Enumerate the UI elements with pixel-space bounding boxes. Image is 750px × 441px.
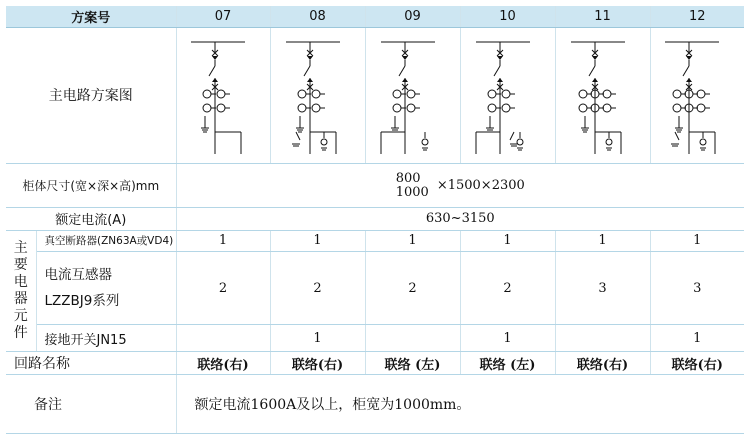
ct-icon: [298, 90, 306, 98]
breaker-row: [6, 230, 744, 251]
ct-row: [6, 251, 744, 324]
circuit-diagram-11: [563, 36, 643, 154]
earth-icon: [517, 148, 523, 150]
earth-value: 1: [460, 325, 555, 352]
header-row: [6, 6, 744, 27]
earth-icon: [581, 128, 589, 132]
earth-icon: [486, 128, 494, 132]
dimension-row: [6, 163, 744, 207]
plug-arrow-icon: [212, 56, 218, 60]
ct-icon: [312, 90, 320, 98]
ct-icon: [697, 104, 705, 112]
earth-value: 1: [650, 325, 744, 352]
circuit-diagram-12: [657, 36, 737, 154]
ct-icon: [579, 90, 587, 98]
ct-value: 3: [555, 251, 650, 324]
breaker-icon: [589, 66, 595, 76]
ct-icon: [579, 104, 587, 112]
diagram-cell: [176, 27, 270, 163]
breaker-value: 1: [270, 230, 365, 251]
ct-value: 2: [270, 251, 365, 324]
plug-arrow-icon: [402, 56, 408, 60]
plug-arrow-icon: [402, 78, 408, 82]
circuit-row: [6, 352, 744, 375]
ct-icon: [407, 90, 415, 98]
circuit-diagram-08: [278, 36, 358, 154]
dimension-value: [176, 163, 744, 207]
circuit-diagram-10: [468, 36, 548, 154]
current-label: 额定电流(A): [6, 207, 176, 230]
ct-icon: [393, 104, 401, 112]
ct-icon: [673, 90, 681, 98]
current-value: 630~3150: [176, 207, 744, 230]
circuit-value: 联络(右): [555, 352, 650, 375]
scheme-10: 10: [460, 6, 555, 27]
plug-arrow-icon: [497, 78, 503, 82]
ct-icon: [488, 104, 496, 112]
earth-icon: [201, 128, 209, 132]
breaker-label: 真空断路器(ZN63A或VD4): [36, 230, 176, 251]
depth-height: ×1500×2300: [436, 178, 525, 194]
breaker-icon: [494, 66, 500, 76]
main-components-label: 主 要 电 器 元 件: [6, 230, 36, 351]
ct-label: 电流互感器 LZZBJ9系列: [36, 251, 176, 324]
breaker-value: 1: [365, 230, 460, 251]
earth-switch-icon: [510, 132, 514, 140]
breaker-icon: [399, 66, 405, 76]
ct-icon: [673, 104, 681, 112]
ct-icon: [298, 104, 306, 112]
dimension-label: 柜体尺寸(宽×深×高)mm: [6, 163, 176, 207]
diagram-cell: [650, 27, 744, 163]
ct-icon: [603, 90, 611, 98]
circuit-diagram-09: [373, 36, 453, 154]
ct-icon: [203, 104, 211, 112]
breaker-value: 1: [176, 230, 270, 251]
earth-icon: [321, 148, 327, 150]
plug-arrow-icon: [307, 56, 313, 60]
earth-switch-icon: [296, 132, 300, 140]
ct-value: 2: [176, 251, 270, 324]
plug-arrow-icon: [497, 56, 503, 60]
scheme-08: 08: [270, 6, 365, 27]
ct-value: 2: [460, 251, 555, 324]
earth-icon: [510, 144, 518, 146]
breaker-value: 1: [460, 230, 555, 251]
breaker-value: 1: [650, 230, 744, 251]
ct-icon: [697, 90, 705, 98]
plug-arrow-icon: [686, 78, 692, 82]
earth-value: 1: [270, 325, 365, 352]
width-1000: 1000: [395, 184, 429, 200]
remark-label: 备注: [6, 375, 176, 434]
breaker-value: 1: [555, 230, 650, 251]
diagram-row: [6, 27, 744, 163]
ct-value: 2: [365, 251, 460, 324]
ct-icon: [488, 90, 496, 98]
ct-icon: [502, 90, 510, 98]
plug-arrow-icon: [592, 78, 598, 82]
earth-icon: [296, 128, 304, 132]
ct-icon: [393, 90, 401, 98]
arrester-icon: [321, 139, 327, 145]
circuit-label: 回路名称: [6, 352, 176, 375]
width-800: 800: [395, 170, 421, 186]
remark-row: [6, 375, 744, 434]
circuit-value: 联络 (左): [460, 352, 555, 375]
current-row: [6, 207, 744, 230]
plug-arrow-icon: [592, 56, 598, 60]
arrester-icon: [517, 139, 523, 145]
diagram-label: 主电路方案图: [6, 27, 176, 163]
scheme-11: 11: [555, 6, 650, 27]
earth-icon: [606, 148, 612, 150]
earth-value: [176, 325, 270, 352]
earth-icon: [700, 148, 706, 150]
circuit-diagram-07: [183, 36, 263, 154]
earth-value: [365, 325, 460, 352]
ct-icon: [407, 104, 415, 112]
ct-icon: [217, 104, 225, 112]
earth-switch-icon: [675, 132, 679, 140]
earth-icon: [422, 148, 428, 150]
scheme-07: 07: [176, 6, 270, 27]
breaker-icon: [304, 66, 310, 76]
ct-icon: [203, 90, 211, 98]
earth-value: [555, 325, 650, 352]
earth-label: 接地开关JN15: [36, 325, 176, 352]
ct-value: 3: [650, 251, 744, 324]
plug-arrow-icon: [307, 78, 313, 82]
circuit-value: 联络 (左): [365, 352, 460, 375]
diagram-cell: [270, 27, 365, 163]
ct-icon: [312, 104, 320, 112]
scheme-12: 12: [650, 6, 744, 27]
arrester-icon: [422, 139, 428, 145]
circuit-value: 联络(右): [270, 352, 365, 375]
circuit-value: 联络(右): [650, 352, 744, 375]
ct-icon: [217, 90, 225, 98]
arrester-icon: [700, 139, 706, 145]
earth-icon: [292, 144, 300, 146]
earth-row: [6, 325, 744, 352]
earth-icon: [675, 128, 683, 132]
ct-icon: [502, 104, 510, 112]
diagram-cell: [555, 27, 650, 163]
breaker-icon: [209, 66, 215, 76]
breaker-icon: [683, 66, 689, 76]
diagram-cell: [365, 27, 460, 163]
earth-icon: [391, 128, 399, 132]
diagram-cell: [460, 27, 555, 163]
plug-arrow-icon: [686, 56, 692, 60]
arrester-icon: [606, 139, 612, 145]
scheme-table: [6, 6, 744, 434]
ct-icon: [603, 104, 611, 112]
scheme-09: 09: [365, 6, 460, 27]
plug-arrow-icon: [212, 78, 218, 82]
scheme-number-label: 方案号: [6, 6, 176, 27]
earth-icon: [671, 144, 679, 146]
remark-value: 额定电流1600A及以上，柜宽为1000mm。: [176, 375, 744, 434]
circuit-value: 联络(右): [176, 352, 270, 375]
